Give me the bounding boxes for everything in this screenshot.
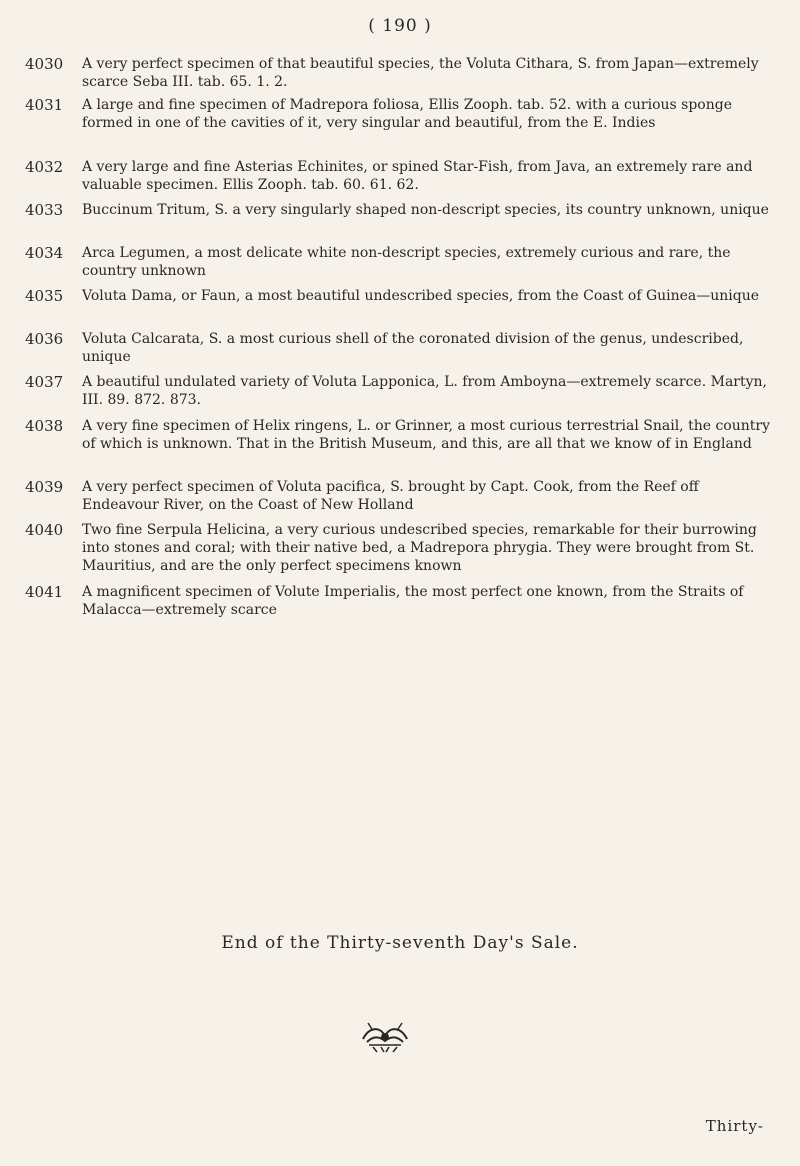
lot-description: Arca Legumen, a most delicate white non-descript species, extremely curious and rare, the country unknown — [82, 245, 731, 279]
lot-entry — [25, 96, 772, 132]
lot-description: A large and fine specimen of Madrepora foliosa, Ellis Zooph. tab. 52. with a curious sponge formed in one of the cavities of it, very singular and beautiful, from the E. Indies — [82, 97, 733, 131]
lot-number: 4037 — [25, 373, 64, 391]
lot-number: 4033 — [25, 201, 64, 219]
lot-description: A very perfect specimen of that beautiful species, the Voluta Cithara, S. from Japan—extremely scarce Seba III. tab. 65. 1. 2. — [82, 56, 759, 90]
lot-description: Buccinum Tritum, S. a very singularly shaped non-descript species, its country unknown, unique — [82, 202, 769, 218]
lot-description: A very large and fine Asterias Echinites, or spined Star-Fish, from Java, an extremely rare and valuable specimen. Ellis Zooph. tab. 60. 61. 62. — [82, 159, 753, 193]
lot-description: A very perfect specimen of Voluta pacifica, S. brought by Capt. Cook, from the Reef off Endeavour River, on the Coast of New Holland — [82, 479, 699, 513]
lot-entry — [25, 417, 772, 453]
lot-description: Two fine Serpula Helicina, a very curious undescribed species, remarkable for their burrowing into stones and coral; with their native bed, a Madrepora phrygia. They were brought from St. Mauritius, and are the only perfect specimens known — [82, 522, 757, 574]
lot-entry — [25, 158, 772, 194]
lot-number: 4036 — [25, 330, 64, 348]
lot-number: 4039 — [25, 478, 64, 496]
lot-description: A very fine specimen of Helix ringens, L. or Grinner, a most curious terrestrial Snail, the country of which is unknown. That in the British Museum, and this, are all that we know of in England — [82, 418, 770, 452]
lot-number: 4040 — [25, 521, 64, 539]
lot-number: 4032 — [25, 158, 64, 176]
page-number: ( 190 ) — [368, 16, 432, 36]
lot-entry — [25, 201, 772, 219]
lot-description: A magnificent specimen of Volute Imperialis, the most perfect one known, from the Straits of Malacca—extremely scarce — [82, 584, 744, 618]
lot-entry — [25, 373, 772, 409]
lot-description: Voluta Calcarata, S. a most curious shell of the coronated division of the genus, undescribed, unique — [82, 331, 744, 365]
lot-entry — [25, 330, 772, 366]
lot-entry — [25, 244, 772, 280]
lot-entry — [25, 583, 772, 619]
lot-entry — [25, 478, 772, 514]
lot-number: 4038 — [25, 417, 64, 435]
lot-description: Voluta Dama, or Faun, a most beautiful undescribed species, from the Coast of Guinea—unique — [82, 288, 760, 304]
lot-number: 4035 — [25, 287, 64, 305]
printer-ornament-icon — [355, 1016, 415, 1056]
lot-entry — [25, 521, 772, 575]
lot-number: 4030 — [25, 55, 64, 73]
catchword: Thirty- — [705, 1117, 764, 1135]
lot-number: 4041 — [25, 583, 64, 601]
lot-description: A beautiful undulated variety of Voluta Lapponica, L. from Amboyna—extremely scarce. Martyn, III. 89. 872. 873. — [82, 374, 767, 408]
lot-number: 4034 — [25, 244, 64, 262]
lot-entry — [25, 55, 772, 91]
sale-end-caption: End of the Thirty-seventh Day's Sale. — [221, 933, 579, 953]
lot-number: 4031 — [25, 96, 64, 114]
lot-entry — [25, 287, 772, 305]
